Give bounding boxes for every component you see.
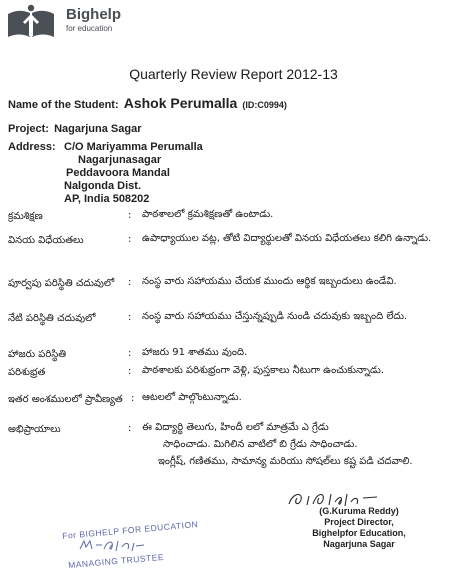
project-line [8, 117, 141, 136]
row-value-other-skills: ఆటలలో పాల్గొంటున్నాడు. [142, 392, 242, 403]
remarks-line: ఇంగ్లీష్, గణితము, సామాన్య మరియు సోషల్‌లు కష్ట పడి చదవాలి. [158, 456, 413, 467]
row-colon: : [128, 234, 132, 245]
student-id: (ID:C0994) [242, 100, 287, 110]
row-colon: : [128, 312, 132, 323]
address-line: AP, India 508202 [64, 193, 150, 205]
report-title: Quarterly Review Report 2012-13 [129, 66, 338, 82]
address-block [64, 141, 203, 206]
student-name-label: Name of the Student: [8, 99, 119, 111]
remarks-line: ఈ విద్యార్థి తెలుగు, హిందీ లలో మాత్రమే ఎ గ్రేడు [142, 422, 329, 433]
signatory-block [294, 506, 424, 550]
row-value-attendance: హాజరు 91 శాతము వుంది. [142, 347, 248, 358]
stamp-line2: MANAGING TRUSTEE [67, 551, 165, 571]
row-label-humility: వినయ విధేయతలు [8, 235, 84, 246]
brand-tagline: for education [66, 24, 113, 33]
stamp-signature-icon [78, 537, 148, 553]
row-value-discipline: పాఠశాలలో క్రమశిక్షణతో ఉంటాడు. [142, 209, 274, 220]
trustee-stamp [60, 519, 230, 575]
brand-name: Bighelp [66, 6, 121, 23]
address-line: Nalgonda Dist. [64, 180, 142, 192]
row-label-past-condition: పూర్వపు పరిస్థితి చదువులో [8, 278, 115, 289]
row-label-attendance: హాజరు పరిస్థితి [8, 349, 67, 360]
row-label-other-skills: ఇతర అంశములలో ప్రావీణ్యత [8, 394, 123, 405]
row-label-discipline: క్రమశిక్షణ [8, 211, 43, 222]
address-line: Peddavoora Mandal [66, 167, 170, 179]
project-label: Project: [8, 123, 49, 135]
row-value-past-condition: నంస్థ వారు సహాయము చేయక ముందు ఆర్థిక ఇబ్బందులు ఉండేవి. [142, 276, 397, 287]
student-name: Ashok Perumalla [123, 95, 238, 111]
address-line: Nagarjunasagar [78, 154, 162, 166]
row-colon: : [131, 393, 135, 404]
stamp-line1: For BIGHELP FOR EDUCATION [61, 519, 199, 541]
row-label-present-condition: నేటి పరిస్థితి చదువులో [8, 313, 96, 324]
project-value: Nagarjuna Sagar [54, 123, 142, 135]
bighelp-logo-icon [6, 4, 56, 40]
student-name-line [8, 93, 287, 112]
signatory-line: (G.Kuruma Reddy) [319, 506, 399, 516]
row-value-cleanliness: పాఠశాలకు పరిశుభ్రంగా వెళ్లి, పుస్తకాలు నీటుగా ఉంచుకున్నాడు. [142, 365, 385, 376]
row-colon: : [128, 366, 132, 377]
signatory-line: Project Director, [324, 517, 394, 527]
row-label-cleanliness: పరిశుభ్రత [8, 367, 46, 378]
row-value-present-condition: నంస్థ వారు సహాయము చేస్తున్నప్పుడి నుండి చదువుకు ఇబ్బంది లేదు. [142, 311, 408, 322]
address-line: C/O Mariyamma Perumalla [64, 141, 203, 153]
remarks-line: సాధించాడు. మిగిలిన వాటిలో బి గ్రేడు సాధించాడు. [163, 439, 358, 450]
signatory-line: Bighelpfor Education, [312, 528, 406, 538]
remarks-label: అభిప్రాయాలు [8, 424, 61, 435]
address-label: Address: [8, 141, 56, 153]
row-colon: : [128, 348, 132, 359]
row-colon: : [128, 423, 132, 434]
row-colon: : [128, 210, 132, 221]
signatory-line: Nagarjuna Sagar [323, 539, 395, 549]
row-value-humility: ఉపాధ్యాయుల వట్ల, తోటి విద్యార్థులతో వినయ విధేయతలు కలిగి ఉన్నాడు. [142, 233, 432, 244]
row-colon: : [128, 277, 132, 288]
